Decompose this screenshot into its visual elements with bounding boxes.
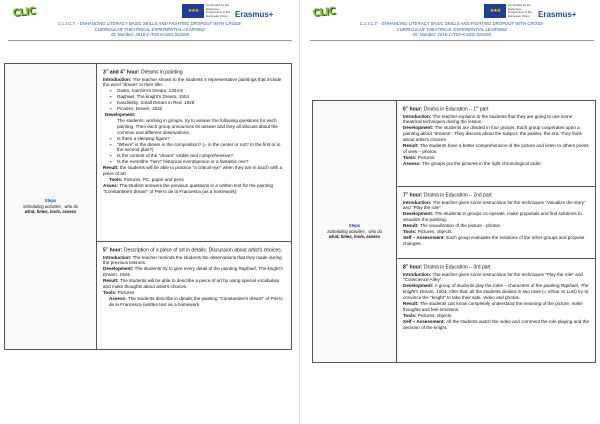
lesson-block-hour-7: 7th hour: Drama in Education – 2nd part Introduction: The teacher gives some instructions for the techniques "Visualize the story" and "Play the role" Development: The students in groups co-operate, make proposals and find solutions to visualize the painting. Result: The visualization of the picture - photos. Tools: Pictures, objects. Self – Assessment: Each group evaluates the solutions of the other groups and propose changes. [397, 187, 596, 259]
lesson-block-hour-8: 8th hour: Drama in Education – 3rd part Introduction: The teacher gives some instructions for the techniques "Play the role" and "Conscience Alley". Development: A group of students play the roles – characters of the painting Raphael, The knight's Dream, 1504. After that, all the students divided in two rows (= Virtue vs Lust) try to convince the "knight" to take their side. Video and photos. Result: The students can know completely understand the meaning of the picture, make thoughts and feel emotions. Tools: Pictures, objects. Self – Assessment: All the students watch the video and comment the role playing and the decision of the knight. [397, 259, 596, 363]
list-item: ➢ Is there a sleeping figure? [117, 136, 285, 142]
eu-stars-icon: ★★★ [182, 4, 204, 18]
steps-table [312, 100, 596, 363]
header-divider [310, 40, 594, 41]
project-header: C.L.I.C.T. - ENHANCING LITERACY BASIC SKILLS AND FIGHTING DROPOUT WITH CROSS- CURRICULAR THEATRICAL EXPERIENTIAL LEARNING ID: Number: 2016-1-IT02-KA201-024155 [57, 21, 243, 38]
list-item: ➢ Giotto, Ioachim's Dream, 1304-6 [117, 88, 285, 94]
steps-label-cell: Steps Scheduling activities , who do what, times, tools, assess [313, 101, 397, 363]
eu-stars-icon: ★★★ [484, 4, 506, 18]
project-header: C.L.I.C.T. - ENHANCING LITERACY BASIC SKILLS AND FIGHTING DROPOUT WITH CROSS- CURRICULAR THEATRICAL EXPERIENTIAL LEARNING ID: Number: 2016-1-IT02-KA201-024155 [359, 21, 545, 38]
list-item: ➢ Is the event/the "hero" historical event/person or a fantastic one? [117, 159, 285, 165]
erasmus-logo: Erasmus+ [538, 10, 577, 19]
clic-logo: CLIC [312, 5, 336, 20]
list-item: ➢ Picasso, Dream, 1932 [117, 106, 285, 112]
question-list [103, 136, 285, 166]
steps-label-cell: Steps Scheduling activities , who do what, times, tools, assess [5, 64, 97, 350]
list-item: ➢ Raphael, The knight's Dream, 1504 [117, 94, 285, 100]
painting-list [103, 88, 285, 112]
lesson-block-hour-5: 5th hour: Description of a piece of art in details. Discussion about artist's choices. Introduction: The teacher reminds the students the observations that they made during the previous lessons. Development: The students try to give every detail of the painting Raphael, The knight's Dream, 1504. Result: The students will be able to describe a piece of art by using special vocabulary and make thoughts about artist's choices. Tools: Pictures Assess: The students describe in details the painting "Constantine's dream" of Pierro de la Francesca (written text as a homework [97, 242, 292, 350]
clic-logo: CLIC [12, 5, 36, 20]
list-item: ➢ Kandinsky, Small Dream in Red, 1925 [117, 100, 285, 106]
eu-flag-logo: ★★★ Co-funded by the Erasmus+ Programme of the European Union [484, 4, 536, 18]
header-divider [8, 40, 292, 41]
lesson-block-hours-3-4: 3rd and 4th hour: Dreams in painting Introduction: The teacher shows to the students 4 representative paintings that include the word "dream" in their title. ➢ Giotto, Ioachim's Dream, 1304-6 ➢ Raphael, The knight's Dream, 1504 ➢ Kandinsky, Small Dream in Red, 1925 ➢ Picasso, Dream, 1932 Development: The students, working in groups, try to answer the following questions for each painting. Then each group announces its answer and they all discuss about the common and different observations. ➢ Is there a sleeping figure? ➢ "Where" is the dream in the composition? (= in the center or not? In the first or in the second plan?) ➢ Is the content of the "dream" visible and comprehensive? ➢ Is the event/the "hero" historical event/person or a fantastic one? Result: the students will be able to practice "a critical eye" when they are in touch with a piece of art. Tools: Pictures, PC, paper and pens Asses: The student answers the previous questions in a written text for the painting "Constantine's dream" of Pierro de la Francesca (as a homework) [97, 64, 292, 242]
lesson-block-hour-6: 6th hour: Drama in Education – 1st part Introduction: The teacher explains to the students that they are going to use some theatrical techniques during the lesson. Development: The students are divided in four groups. Each group cooperates upon a painting about "dreams". They discuss about the subject, the painter, the era. They think about artist's choices. Result: The students have a better comprehension of the picture and listen to others points of view – photos. Tools: Pictures Assess: The groups put the pictures in the right chronological order. [397, 101, 596, 187]
eu-flag-logo: ★★★ Co-funded by the Erasmus+ Programme of the European Union [182, 4, 234, 18]
list-item: ➢ "Where" is the dream in the composition? (= in the center or not? In the first or in the second plan?) [117, 142, 285, 154]
right-page [300, 0, 600, 424]
erasmus-logo: Erasmus+ [235, 10, 274, 19]
list-item: ➢ Is the content of the "dream" visible and comprehensive? [117, 153, 285, 159]
steps-table [4, 63, 292, 350]
